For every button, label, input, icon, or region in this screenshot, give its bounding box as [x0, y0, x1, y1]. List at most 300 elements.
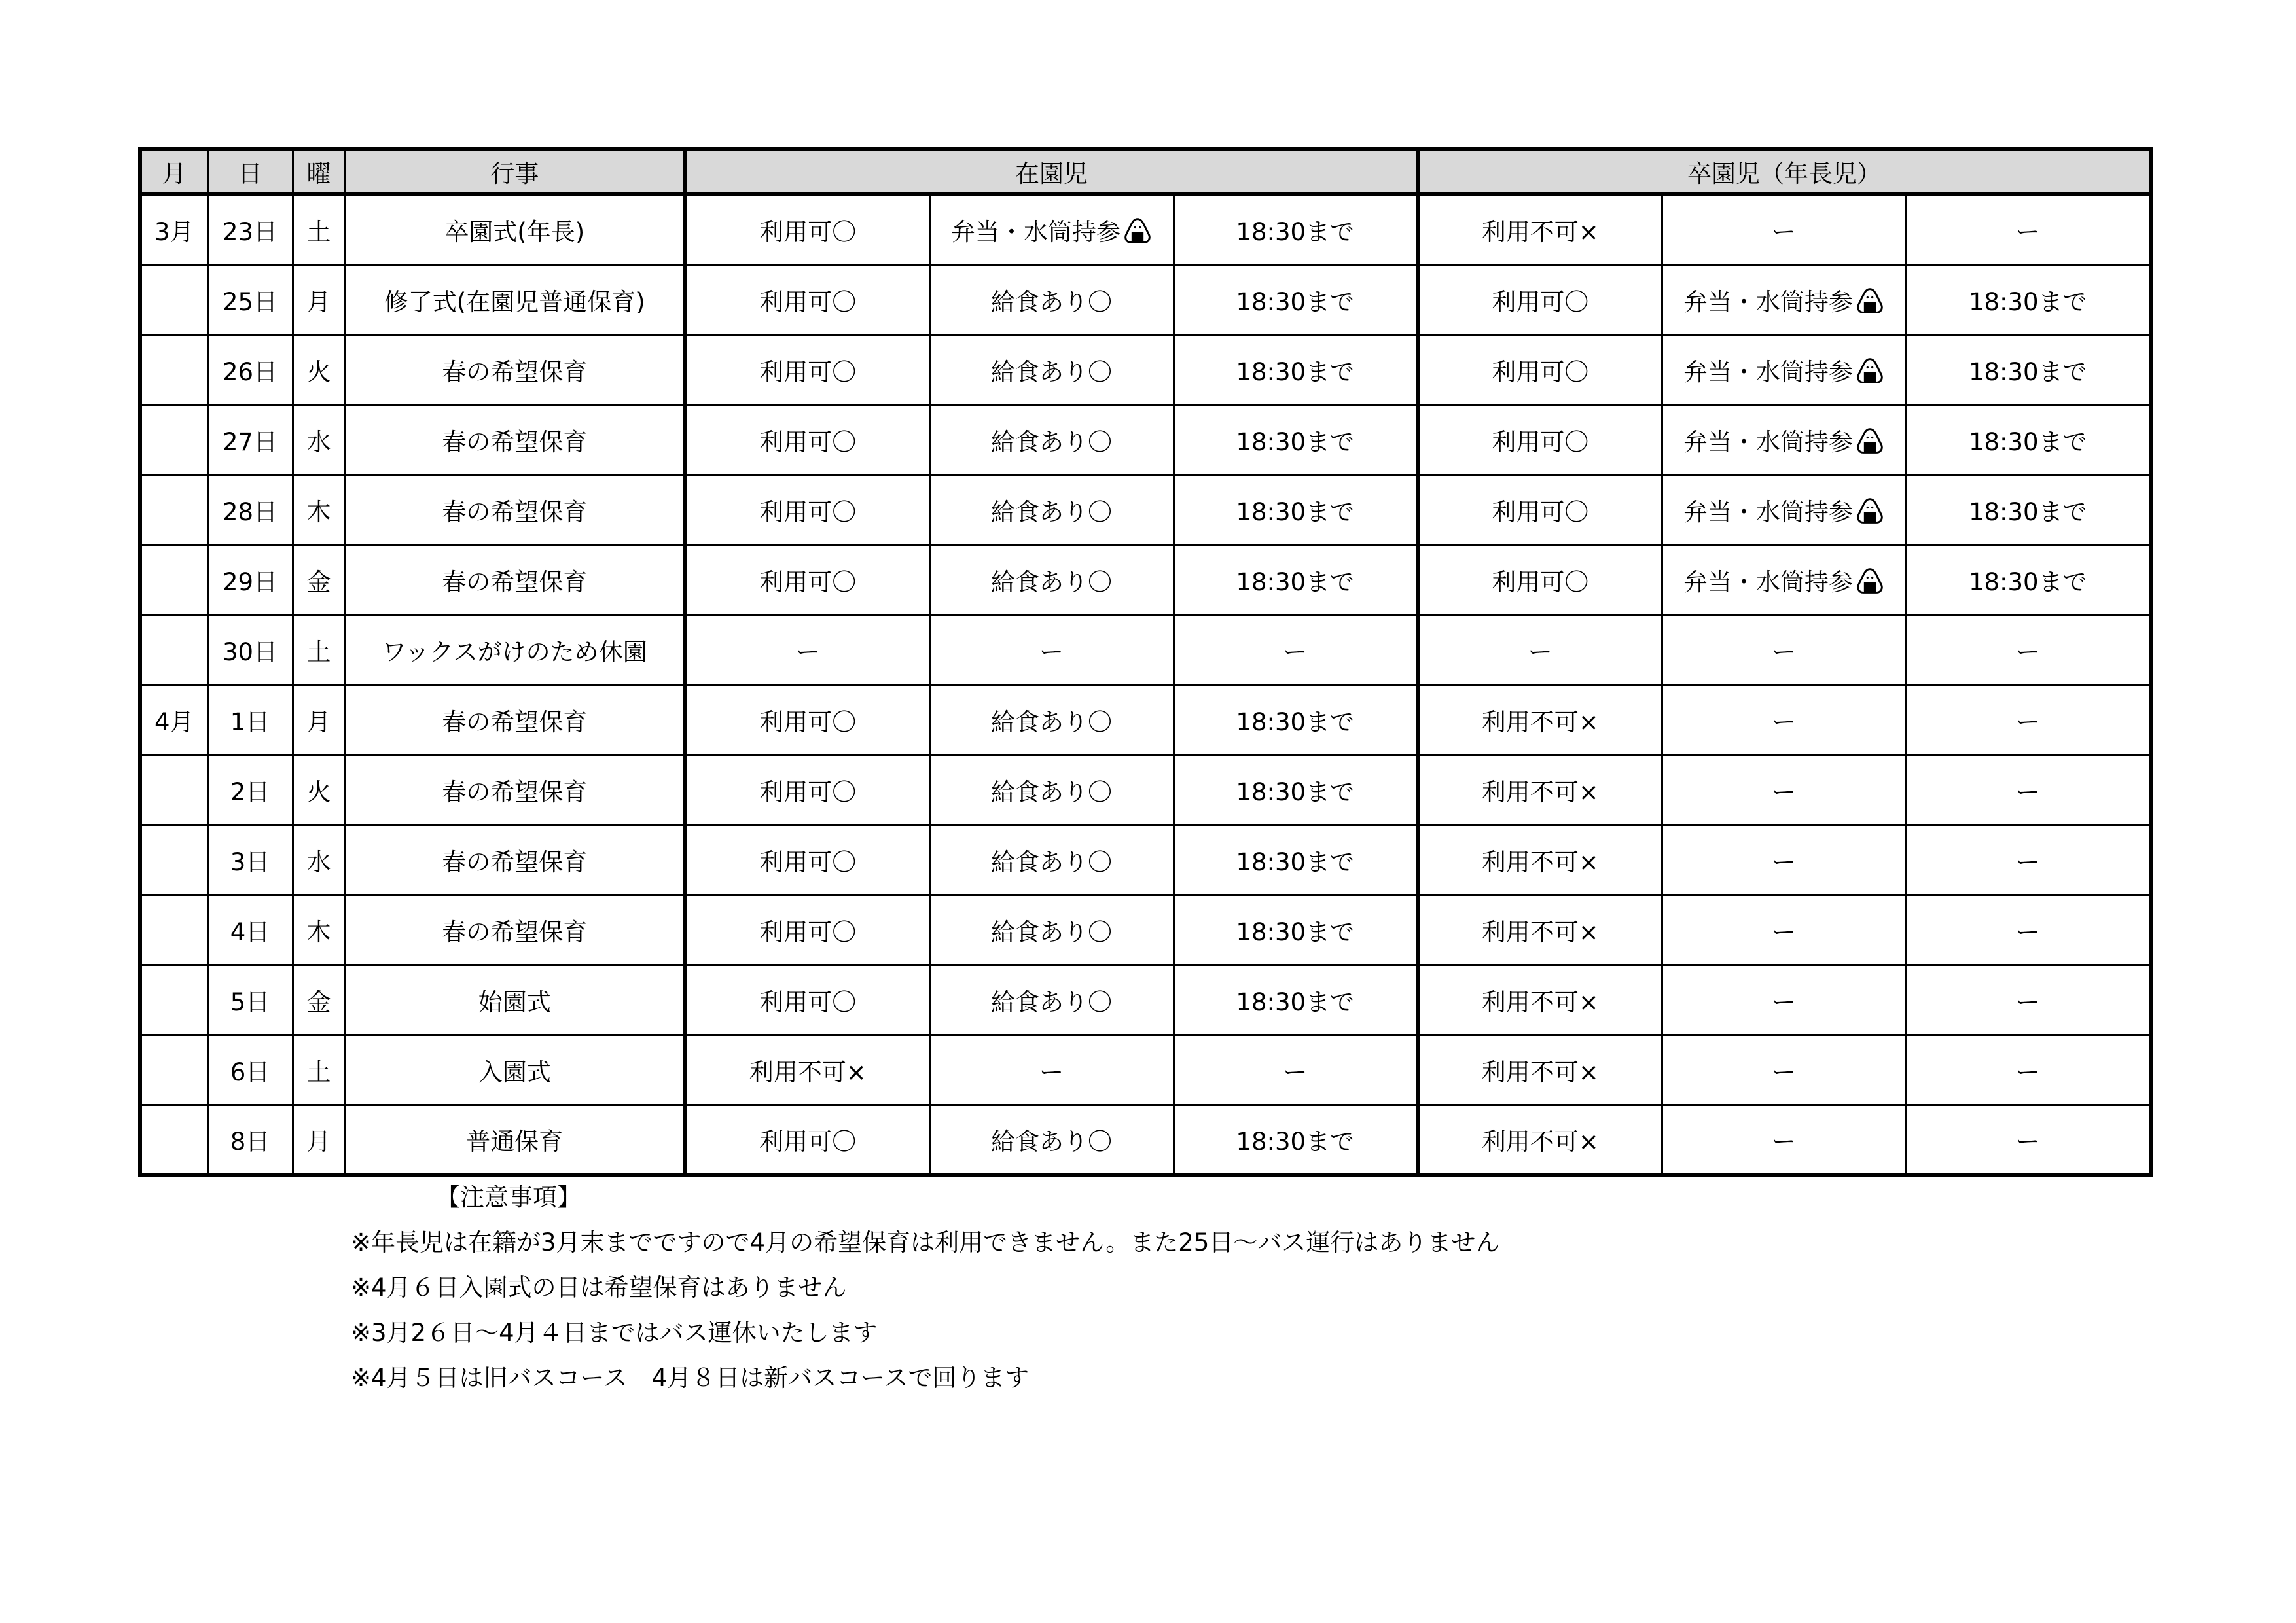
- cell-current-meal-text: 給食あり〇: [991, 287, 1112, 316]
- cell-event-text: 春の希望保育: [442, 497, 588, 526]
- cell-current-hours-text: 18:30まで: [1236, 918, 1355, 946]
- cell-current-hours: [1174, 1035, 1418, 1105]
- cell-weekday-text: 水: [306, 427, 331, 456]
- cell-day-text: 4日: [230, 918, 270, 946]
- table-row: [140, 474, 2151, 544]
- cell-graduate-meal: [1662, 685, 1906, 755]
- cell-weekday-text: 木: [306, 497, 331, 526]
- cell-current-meal-text: 給食あり〇: [991, 707, 1112, 736]
- cell-current-hours-text: 18:30まで: [1236, 497, 1355, 526]
- cell-graduate-availability: [1418, 1105, 1662, 1175]
- cell-weekday-text: 土: [306, 1058, 331, 1086]
- cell-current-hours-text: ー: [1283, 637, 1308, 666]
- cell-graduate-availability-text: 利用可〇: [1492, 567, 1589, 596]
- cell-current-hours: [1174, 264, 1418, 334]
- cell-graduate-meal-text: 弁当・水筒持参: [1683, 497, 1853, 526]
- cell-event: [345, 685, 685, 755]
- cell-month-text: 4月: [154, 707, 194, 736]
- cell-event-text: 入園式: [478, 1058, 551, 1086]
- cell-weekday-text: 金: [306, 988, 331, 1016]
- cell-weekday: [293, 334, 345, 404]
- cell-event: [345, 474, 685, 544]
- cell-graduate-availability-text: 利用不可×: [1481, 1127, 1599, 1156]
- cell-month: [140, 474, 207, 544]
- cell-graduate-hours: [1906, 544, 2151, 615]
- cell-graduate-meal: [1662, 544, 1906, 615]
- cell-current-meal: [929, 685, 1174, 755]
- cell-current-availability-text: 利用可〇: [759, 567, 857, 596]
- table-row: [140, 755, 2151, 825]
- cell-current-hours-text: 18:30まで: [1236, 988, 1355, 1016]
- cell-graduate-availability-text: 利用可〇: [1492, 357, 1589, 386]
- cell-current-meal-text: 給食あり〇: [991, 357, 1112, 386]
- cell-current-availability-text: ー: [795, 637, 820, 666]
- table-row: [140, 965, 2151, 1035]
- cell-current-availability: [685, 404, 929, 474]
- cell-graduate-availability: [1418, 474, 1662, 544]
- cell-current-meal: [929, 895, 1174, 965]
- cell-current-availability-text: 利用可〇: [759, 988, 857, 1016]
- cell-event: [345, 1035, 685, 1105]
- cell-day-text: 8日: [230, 1127, 270, 1156]
- cell-current-hours: [1174, 895, 1418, 965]
- table-row: [140, 1105, 2151, 1175]
- cell-graduate-hours-text: ー: [2015, 1058, 2040, 1086]
- cell-event: [345, 755, 685, 825]
- onigiri-icon: [1856, 567, 1884, 596]
- cell-current-availability: [685, 334, 929, 404]
- cell-current-availability-text: 利用可〇: [759, 497, 857, 526]
- cell-current-meal: [929, 755, 1174, 825]
- cell-weekday: [293, 755, 345, 825]
- cell-current-availability: [685, 474, 929, 544]
- cell-current-hours-text: 18:30まで: [1236, 357, 1355, 386]
- cell-weekday-text: 月: [306, 287, 331, 316]
- cell-current-meal: [929, 965, 1174, 1035]
- cell-graduate-hours: [1906, 615, 2151, 685]
- cell-current-availability: [685, 965, 929, 1035]
- cell-current-hours: [1174, 404, 1418, 474]
- cell-graduate-meal-text: 弁当・水筒持参: [1683, 287, 1853, 316]
- cell-graduate-hours: [1906, 895, 2151, 965]
- cell-graduate-availability-text: 利用不可×: [1481, 988, 1599, 1016]
- cell-current-availability: [685, 194, 929, 264]
- cell-graduate-meal: [1662, 615, 1906, 685]
- cell-day: [207, 334, 293, 404]
- cell-current-availability: [685, 1105, 929, 1175]
- header-month: 月: [140, 149, 207, 194]
- cell-weekday: [293, 1105, 345, 1175]
- cell-current-meal: [929, 194, 1174, 264]
- cell-event: [345, 615, 685, 685]
- cell-current-meal-text: ー: [1039, 1058, 1064, 1086]
- schedule-table: [138, 147, 2153, 1177]
- cell-month: [140, 755, 207, 825]
- cell-weekday: [293, 404, 345, 474]
- cell-current-meal: [929, 1035, 1174, 1105]
- cell-current-hours-text: ー: [1283, 1058, 1308, 1086]
- cell-graduate-meal-text: ー: [1772, 777, 1796, 806]
- cell-event-text: 卒園式(年長): [444, 218, 585, 247]
- cell-day: [207, 965, 293, 1035]
- cell-graduate-availability-text: ー: [1528, 637, 1552, 666]
- cell-weekday: [293, 264, 345, 334]
- notes-heading: 【注意事項】: [436, 1183, 581, 1211]
- cell-graduate-availability-text: 利用可〇: [1492, 287, 1589, 316]
- cell-day: [207, 895, 293, 965]
- cell-day: [207, 474, 293, 544]
- cell-month: [140, 544, 207, 615]
- cell-graduate-meal-text: ー: [1772, 637, 1796, 666]
- cell-event-text: 春の希望保育: [442, 847, 588, 876]
- cell-graduate-hours: [1906, 194, 2151, 264]
- cell-current-meal-text: 給食あり〇: [991, 988, 1112, 1016]
- cell-graduate-hours: [1906, 755, 2151, 825]
- cell-graduate-hours: [1906, 825, 2151, 895]
- cell-graduate-availability: [1418, 755, 1662, 825]
- cell-graduate-meal: [1662, 965, 1906, 1035]
- cell-graduate-meal-text: 弁当・水筒持参: [1683, 567, 1853, 596]
- cell-current-meal: [929, 404, 1174, 474]
- cell-month: [140, 825, 207, 895]
- cell-current-hours-text: 18:30まで: [1236, 427, 1355, 456]
- cell-graduate-availability: [1418, 615, 1662, 685]
- table-row: [140, 194, 2151, 264]
- cell-event: [345, 334, 685, 404]
- cell-event-text: 春の希望保育: [442, 427, 588, 456]
- table-row: [140, 1035, 2151, 1105]
- cell-current-meal-text: 給食あり〇: [991, 427, 1112, 456]
- cell-graduate-hours: [1906, 685, 2151, 755]
- cell-current-hours: [1174, 825, 1418, 895]
- cell-current-availability-text: 利用可〇: [759, 777, 857, 806]
- header-day: 日: [207, 149, 293, 194]
- table-row: [140, 264, 2151, 334]
- cell-graduate-availability-text: 利用不可×: [1481, 847, 1599, 876]
- cell-graduate-hours: [1906, 474, 2151, 544]
- cell-event-text: 春の希望保育: [442, 777, 588, 806]
- cell-graduate-availability-text: 利用不可×: [1481, 918, 1599, 946]
- cell-graduate-availability: [1418, 404, 1662, 474]
- cell-day: [207, 264, 293, 334]
- cell-weekday-text: 月: [306, 707, 331, 736]
- cell-weekday-text: 火: [306, 357, 331, 386]
- cell-graduate-hours-text: ー: [2015, 637, 2040, 666]
- cell-current-meal-text: 給食あり〇: [991, 497, 1112, 526]
- cell-graduate-meal-text: 弁当・水筒持参: [1683, 357, 1853, 386]
- table-row: [140, 615, 2151, 685]
- header-event: 行事: [345, 149, 685, 194]
- cell-event-text: 春の希望保育: [442, 707, 588, 736]
- cell-current-hours-text: 18:30まで: [1236, 218, 1355, 247]
- cell-month: [140, 685, 207, 755]
- cell-current-hours-text: 18:30まで: [1236, 1127, 1355, 1156]
- cell-current-meal-text: 給食あり〇: [991, 777, 1112, 806]
- cell-day: [207, 194, 293, 264]
- cell-weekday: [293, 615, 345, 685]
- cell-weekday-text: 火: [306, 777, 331, 806]
- cell-day: [207, 685, 293, 755]
- cell-current-availability: [685, 895, 929, 965]
- cell-event-text: 普通保育: [466, 1127, 564, 1156]
- cell-day: [207, 404, 293, 474]
- cell-current-availability: [685, 615, 929, 685]
- cell-day-text: 26日: [222, 357, 278, 386]
- cell-current-meal: [929, 474, 1174, 544]
- cell-day: [207, 615, 293, 685]
- header-graduates: 卒園児（年長児）: [1418, 149, 2151, 194]
- cell-current-meal: [929, 334, 1174, 404]
- cell-current-meal-text: 給食あり〇: [991, 567, 1112, 596]
- cell-current-hours-text: 18:30まで: [1236, 287, 1355, 316]
- cell-day-text: 30日: [222, 637, 278, 666]
- cell-graduate-availability-text: 利用可〇: [1492, 497, 1589, 526]
- cell-graduate-meal: [1662, 895, 1906, 965]
- cell-graduate-meal: [1662, 474, 1906, 544]
- cell-current-hours-text: 18:30まで: [1236, 777, 1355, 806]
- header-row: [140, 149, 2151, 194]
- cell-weekday: [293, 825, 345, 895]
- table-row: [140, 334, 2151, 404]
- cell-current-hours-text: 18:30まで: [1236, 847, 1355, 876]
- cell-weekday-text: 金: [306, 567, 331, 596]
- cell-graduate-meal: [1662, 404, 1906, 474]
- cell-graduate-meal-text: ー: [1772, 218, 1796, 247]
- cell-current-availability-text: 利用可〇: [759, 218, 857, 247]
- cell-event-text: 修了式(在園児普通保育): [384, 287, 645, 316]
- cell-weekday: [293, 895, 345, 965]
- cell-current-availability-text: 利用可〇: [759, 707, 857, 736]
- cell-month: [140, 194, 207, 264]
- cell-event: [345, 264, 685, 334]
- cell-day-text: 3日: [230, 847, 270, 876]
- cell-graduate-availability: [1418, 334, 1662, 404]
- note-item: ※4月６日入園式の日は希望保育はありません: [351, 1274, 847, 1302]
- cell-graduate-hours: [1906, 404, 2151, 474]
- cell-current-meal: [929, 615, 1174, 685]
- table-row: [140, 825, 2151, 895]
- note-item: ※3月2６日〜4月４日まではバス運休いたします: [351, 1319, 878, 1347]
- cell-weekday-text: 水: [306, 847, 331, 876]
- cell-current-availability-text: 利用可〇: [759, 1127, 857, 1156]
- cell-current-availability: [685, 685, 929, 755]
- cell-graduate-meal: [1662, 1105, 1906, 1175]
- cell-month: [140, 334, 207, 404]
- cell-current-meal: [929, 1105, 1174, 1175]
- cell-graduate-hours: [1906, 264, 2151, 334]
- cell-current-meal: [929, 825, 1174, 895]
- cell-event: [345, 404, 685, 474]
- cell-current-availability-text: 利用可〇: [759, 427, 857, 456]
- cell-current-hours: [1174, 474, 1418, 544]
- cell-month: [140, 264, 207, 334]
- cell-current-meal-text: 給食あり〇: [991, 918, 1112, 946]
- cell-graduate-availability: [1418, 264, 1662, 334]
- cell-graduate-hours: [1906, 1105, 2151, 1175]
- cell-graduate-hours-text: 18:30まで: [1968, 567, 2087, 596]
- cell-graduate-availability-text: 利用不可×: [1481, 218, 1599, 247]
- cell-current-availability: [685, 264, 929, 334]
- cell-day-text: 1日: [230, 707, 270, 736]
- cell-graduate-hours-text: 18:30まで: [1968, 497, 2087, 526]
- cell-graduate-hours-text: ー: [2015, 707, 2040, 736]
- cell-current-hours: [1174, 334, 1418, 404]
- cell-graduate-hours-text: 18:30まで: [1968, 287, 2087, 316]
- cell-day-text: 27日: [222, 427, 278, 456]
- cell-graduate-meal: [1662, 264, 1906, 334]
- header-current-children: 在園児: [685, 149, 1418, 194]
- cell-graduate-meal: [1662, 755, 1906, 825]
- cell-graduate-availability-text: 利用不可×: [1481, 777, 1599, 806]
- cell-current-availability-text: 利用不可×: [749, 1058, 867, 1086]
- cell-month: [140, 1105, 207, 1175]
- cell-month: [140, 965, 207, 1035]
- cell-weekday: [293, 474, 345, 544]
- cell-graduate-meal-text: ー: [1772, 847, 1796, 876]
- note-item: ※年長児は在籍が3月末までですので4月の希望保育は利用できません。また25日〜バス運行はありません: [351, 1228, 1500, 1257]
- cell-current-availability: [685, 1035, 929, 1105]
- onigiri-icon: [1856, 287, 1884, 315]
- cell-month-text: 3月: [154, 218, 194, 247]
- cell-event: [345, 825, 685, 895]
- cell-current-hours: [1174, 755, 1418, 825]
- cell-event-text: 春の希望保育: [442, 918, 588, 946]
- cell-month: [140, 895, 207, 965]
- cell-weekday: [293, 1035, 345, 1105]
- header-weekday: 曜: [293, 149, 345, 194]
- cell-current-meal: [929, 264, 1174, 334]
- cell-current-meal: [929, 544, 1174, 615]
- cell-graduate-hours: [1906, 1035, 2151, 1105]
- cell-graduate-availability: [1418, 825, 1662, 895]
- cell-event-text: 春の希望保育: [442, 357, 588, 386]
- cell-day-text: 28日: [222, 497, 278, 526]
- cell-event: [345, 544, 685, 615]
- cell-weekday-text: 月: [306, 1127, 331, 1156]
- cell-current-hours-text: 18:30まで: [1236, 707, 1355, 736]
- cell-graduate-meal-text: ー: [1772, 707, 1796, 736]
- cell-event: [345, 895, 685, 965]
- cell-graduate-availability-text: 利用可〇: [1492, 427, 1589, 456]
- cell-weekday-text: 土: [306, 637, 331, 666]
- cell-weekday: [293, 965, 345, 1035]
- cell-current-availability-text: 利用可〇: [759, 287, 857, 316]
- cell-graduate-hours-text: 18:30まで: [1968, 427, 2087, 456]
- cell-graduate-hours-text: ー: [2015, 218, 2040, 247]
- cell-current-hours: [1174, 1105, 1418, 1175]
- cell-graduate-hours-text: ー: [2015, 988, 2040, 1016]
- cell-current-meal-text: 給食あり〇: [991, 1127, 1112, 1156]
- cell-weekday: [293, 194, 345, 264]
- cell-current-meal-text: 弁当・水筒持参: [951, 218, 1121, 247]
- note-item: ※4月５日は旧バスコース 4月８日は新バスコースで回ります: [351, 1364, 1030, 1392]
- cell-graduate-availability: [1418, 194, 1662, 264]
- cell-current-hours: [1174, 615, 1418, 685]
- cell-current-hours: [1174, 544, 1418, 615]
- table-row: [140, 544, 2151, 615]
- cell-graduate-availability: [1418, 965, 1662, 1035]
- cell-current-meal-text: 給食あり〇: [991, 847, 1112, 876]
- cell-event: [345, 194, 685, 264]
- onigiri-icon: [1123, 217, 1152, 245]
- cell-graduate-meal: [1662, 1035, 1906, 1105]
- cell-weekday: [293, 544, 345, 615]
- cell-graduate-hours-text: ー: [2015, 847, 2040, 876]
- cell-graduate-availability: [1418, 895, 1662, 965]
- cell-graduate-meal-text: ー: [1772, 1058, 1796, 1086]
- cell-graduate-availability: [1418, 1035, 1662, 1105]
- cell-day: [207, 825, 293, 895]
- cell-graduate-hours-text: ー: [2015, 1127, 2040, 1156]
- table-row: [140, 685, 2151, 755]
- cell-current-availability: [685, 755, 929, 825]
- cell-current-availability-text: 利用可〇: [759, 918, 857, 946]
- cell-current-availability: [685, 544, 929, 615]
- cell-graduate-hours: [1906, 334, 2151, 404]
- table-row: [140, 895, 2151, 965]
- table-row: [140, 404, 2151, 474]
- cell-month: [140, 1035, 207, 1105]
- cell-day-text: 6日: [230, 1058, 270, 1086]
- cell-graduate-availability-text: 利用不可×: [1481, 1058, 1599, 1086]
- cell-day-text: 2日: [230, 777, 270, 806]
- cell-graduate-meal: [1662, 194, 1906, 264]
- cell-day: [207, 544, 293, 615]
- cell-month: [140, 404, 207, 474]
- cell-day: [207, 1105, 293, 1175]
- cell-graduate-availability: [1418, 685, 1662, 755]
- cell-month: [140, 615, 207, 685]
- cell-graduate-meal: [1662, 825, 1906, 895]
- cell-current-hours: [1174, 685, 1418, 755]
- cell-current-availability-text: 利用可〇: [759, 357, 857, 386]
- cell-graduate-availability: [1418, 544, 1662, 615]
- onigiri-icon: [1856, 427, 1884, 455]
- cell-day-text: 23日: [222, 218, 278, 247]
- cell-weekday-text: 土: [306, 218, 331, 247]
- onigiri-icon: [1856, 357, 1884, 385]
- cell-day-text: 5日: [230, 988, 270, 1016]
- cell-current-meal-text: ー: [1039, 637, 1064, 666]
- cell-graduate-availability-text: 利用不可×: [1481, 707, 1599, 736]
- cell-weekday-text: 木: [306, 918, 331, 946]
- cell-event-text: 春の希望保育: [442, 567, 588, 596]
- cell-graduate-meal: [1662, 334, 1906, 404]
- cell-graduate-hours-text: ー: [2015, 777, 2040, 806]
- cell-day: [207, 755, 293, 825]
- cell-day-text: 25日: [222, 287, 278, 316]
- cell-day-text: 29日: [222, 567, 278, 596]
- cell-current-availability-text: 利用可〇: [759, 847, 857, 876]
- cell-graduate-hours-text: 18:30まで: [1968, 357, 2087, 386]
- cell-graduate-meal-text: ー: [1772, 918, 1796, 946]
- cell-current-hours: [1174, 194, 1418, 264]
- cell-event-text: ワックスがけのため休園: [382, 637, 647, 666]
- cell-current-availability: [685, 825, 929, 895]
- cell-event: [345, 965, 685, 1035]
- cell-graduate-hours: [1906, 965, 2151, 1035]
- cell-current-hours-text: 18:30まで: [1236, 567, 1355, 596]
- cell-weekday: [293, 685, 345, 755]
- cell-current-hours: [1174, 965, 1418, 1035]
- cell-graduate-meal-text: ー: [1772, 1127, 1796, 1156]
- cell-event: [345, 1105, 685, 1175]
- cell-graduate-hours-text: ー: [2015, 918, 2040, 946]
- cell-graduate-meal-text: 弁当・水筒持参: [1683, 427, 1853, 456]
- cell-day: [207, 1035, 293, 1105]
- notes-section: [351, 1175, 2118, 1400]
- cell-graduate-meal-text: ー: [1772, 988, 1796, 1016]
